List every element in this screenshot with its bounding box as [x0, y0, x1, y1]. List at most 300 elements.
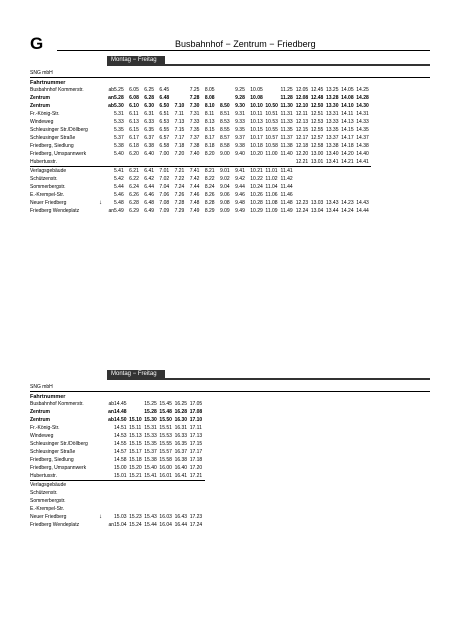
table-row [30, 118, 371, 126]
stop-name: Friedberg Wendeplatz [30, 208, 80, 214]
table-row [30, 513, 205, 521]
departure-time: 7.25 [189, 87, 200, 93]
departure-time: 7.09 [159, 208, 170, 214]
departure-time: 5.48 [114, 200, 124, 206]
departure-time: 14.25 [356, 87, 369, 93]
departure-time: 7.31 [189, 111, 200, 117]
departure-time: 5.38 [114, 143, 124, 149]
departure-time: 14.35 [356, 127, 369, 133]
departure-time: 7.49 [189, 208, 200, 214]
stop-name: Friedberg, Umspannwerk [30, 465, 87, 471]
arrival-departure-marker: an [108, 95, 114, 101]
arrow-down-icon: ↓ [99, 200, 102, 206]
departure-time: 11.01 [265, 168, 278, 174]
departure-time: 9.48 [235, 200, 245, 206]
departure-time: 10.22 [250, 176, 263, 182]
departure-time: 12.21 [296, 158, 311, 167]
departure-time: 7.46 [189, 192, 200, 198]
departure-time: 14.17 [341, 135, 354, 141]
departure-time: 8.17 [204, 135, 215, 141]
stop-name: Zentrum [30, 95, 50, 101]
departure-time: 15.15 [129, 441, 142, 447]
departure-time: 11.09 [265, 208, 278, 214]
departure-time: 6.29 [129, 208, 139, 214]
arrival-departure-marker [104, 134, 114, 142]
departure-time [296, 167, 311, 176]
departure-time [129, 408, 144, 416]
departure-time [175, 158, 190, 167]
departure-time: 9.02 [219, 176, 230, 182]
departure-time: 8.29 [204, 208, 215, 214]
departure-time: 7.06 [159, 192, 170, 198]
departure-time: 10.10 [250, 103, 263, 109]
departure-time: 13.40 [325, 151, 339, 157]
departure-time: 15.37 [144, 449, 157, 455]
departure-time: 10.13 [250, 119, 263, 125]
table-row [30, 400, 205, 408]
departure-time [265, 86, 280, 94]
stop-name: Schleusinger Straße [30, 135, 76, 141]
departure-time: 13.25 [325, 87, 339, 93]
table-row [30, 521, 205, 529]
departure-time: 6.15 [129, 127, 139, 133]
departure-time: 15.01 [114, 472, 129, 481]
departure-time: 6.10 [129, 103, 139, 109]
departure-time [341, 191, 356, 199]
departure-time: 13.00 [310, 151, 324, 157]
departure-time: 17.05 [189, 401, 203, 407]
departure-time: 17.10 [189, 417, 203, 423]
departure-time: 6.58 [159, 143, 170, 149]
departure-time [311, 183, 326, 191]
arrival-departure-marker [104, 142, 114, 150]
section-divider-1 [30, 77, 430, 78]
departure-time: 7.10 [174, 103, 185, 109]
period-bar-1 [107, 64, 430, 66]
departure-time [190, 497, 205, 505]
arrival-departure-marker [104, 158, 114, 167]
table-row [30, 207, 371, 215]
arrival-departure-marker: ab [108, 87, 114, 93]
arrival-departure-marker [104, 183, 114, 191]
departure-time [296, 191, 311, 199]
departure-time: 6.50 [159, 103, 170, 109]
departure-time: 8.53 [219, 119, 230, 125]
departure-time: 8.05 [204, 87, 215, 93]
departure-time: 6.31 [144, 111, 155, 117]
departure-time: 9.44 [235, 184, 245, 190]
departure-time [250, 158, 265, 167]
departure-time: 9.09 [219, 208, 230, 214]
departure-time: 13.35 [325, 127, 339, 133]
departure-time [356, 175, 371, 183]
departure-time [159, 497, 174, 505]
departure-time: 8.57 [219, 135, 230, 141]
departure-time: 8.22 [204, 176, 215, 182]
departure-time: 11.48 [280, 200, 293, 206]
departure-time [190, 505, 205, 513]
departure-time: 6.28 [144, 95, 155, 101]
departure-time [326, 191, 341, 199]
departure-time: 15.28 [144, 409, 157, 415]
departure-time: 12.13 [295, 119, 309, 125]
stop-name: Windeweg [30, 433, 54, 439]
departure-time: 5.41 [114, 168, 124, 174]
departure-time: 9.46 [235, 192, 245, 198]
departure-time: 10.57 [265, 135, 278, 141]
departure-time: 9.49 [235, 208, 245, 214]
departure-time: 6.33 [144, 119, 155, 125]
departure-time: 11.40 [280, 151, 293, 157]
departure-time: 9.01 [219, 168, 230, 174]
departure-time: 15.43 [144, 514, 157, 520]
departure-time: 15.20 [129, 465, 142, 471]
departure-time: 12.58 [310, 143, 324, 149]
departure-time: 12.55 [310, 127, 324, 133]
departure-time: 11.33 [280, 119, 293, 125]
departure-time: 6.57 [159, 135, 170, 141]
departure-time: 7.24 [174, 184, 185, 190]
departure-time: 17.11 [189, 425, 202, 431]
departure-time: 14.20 [341, 151, 354, 157]
departure-time: 16.25 [174, 401, 188, 407]
departure-time: 16.33 [174, 433, 188, 439]
departure-time: 7.01 [159, 168, 170, 174]
line-letter: G [30, 34, 44, 53]
table-row [30, 150, 371, 158]
arrival-departure-marker [104, 191, 114, 199]
departure-time: 7.18 [174, 143, 185, 149]
departure-time: 14.05 [341, 87, 354, 93]
table-row [30, 110, 371, 118]
departure-time: 16.37 [174, 449, 188, 455]
departure-time: 14.37 [356, 135, 369, 141]
departure-time: 6.24 [129, 184, 139, 190]
stop-name: Schützenstr. [30, 490, 58, 496]
stop-name: Verlagsgebäude [30, 168, 67, 174]
departure-time: 13.43 [325, 200, 339, 206]
departure-time: 5.33 [114, 119, 124, 125]
departure-time: 13.37 [325, 135, 339, 141]
stop-name: Verlagsgebäude [30, 482, 67, 488]
departure-time: 12.51 [310, 111, 324, 117]
stop-name: Schützenstr. [30, 176, 58, 182]
arrival-departure-marker [104, 464, 114, 472]
departure-time: 8.26 [204, 192, 215, 198]
arrival-departure-marker [104, 118, 114, 126]
departure-time [341, 175, 356, 183]
arrival-departure-marker [104, 424, 114, 432]
departure-time: 11.30 [280, 103, 293, 109]
departure-time: 6.17 [129, 135, 139, 141]
departure-time: 14.13 [341, 119, 354, 125]
departure-time: 14.57 [114, 449, 127, 455]
departure-time: 11.02 [265, 176, 278, 182]
departure-time: 17.20 [189, 465, 203, 471]
stop-name: Neuer Friedberg ↓ [30, 200, 102, 206]
departure-time: 10.05 [250, 87, 263, 93]
departure-time: 7.04 [159, 184, 170, 190]
arrival-departure-marker: an [108, 522, 114, 528]
arrival-departure-marker: an [108, 208, 114, 214]
stop-name: Sommerbergstr. [30, 184, 66, 190]
departure-time: 10.20 [250, 151, 263, 157]
departure-time: 9.33 [235, 119, 245, 125]
departure-time: 10.50 [265, 103, 278, 109]
departure-time: 12.23 [295, 200, 309, 206]
departure-time: 6.37 [144, 135, 155, 141]
departure-time: 9.06 [219, 192, 230, 198]
departure-time: 5.42 [114, 176, 124, 182]
departure-time: 14.43 [356, 200, 369, 206]
departure-time: 11.37 [280, 135, 293, 141]
departure-time: 7.42 [189, 176, 200, 182]
table-row [30, 456, 205, 464]
departure-time: 17.21 [190, 472, 205, 481]
departure-time: 16.35 [174, 441, 188, 447]
departure-time: 8.21 [204, 168, 215, 174]
period-bar-2 [107, 378, 430, 380]
departure-time: 14.53 [114, 433, 127, 439]
departure-time: 10.58 [265, 143, 278, 149]
departure-time: 6.13 [129, 119, 139, 125]
departure-time: 15.58 [159, 457, 172, 463]
departure-time: 10.55 [265, 127, 278, 133]
departure-time: 7.41 [189, 168, 200, 174]
table-row [30, 86, 371, 94]
departure-time: 7.08 [159, 200, 170, 206]
departure-time [144, 489, 159, 497]
departure-time: 16.40 [174, 465, 188, 471]
arrival-departure-marker [104, 110, 114, 118]
departure-time [220, 94, 235, 102]
table-row [30, 191, 371, 199]
stop-name: Sommerbergstr. [30, 498, 66, 504]
arrival-departure-marker: ab [108, 103, 114, 109]
departure-time [190, 158, 205, 167]
departure-time: 6.38 [144, 143, 155, 149]
stop-name: Hubertusstr. [30, 472, 104, 481]
departure-time: 9.04 [219, 184, 230, 190]
stop-name: Neuer Friedberg ↓ [30, 514, 102, 520]
departure-time: 15.40 [144, 465, 157, 471]
departure-time: 7.30 [189, 103, 200, 109]
departure-time: 12.10 [295, 103, 309, 109]
arrival-departure-marker [104, 456, 114, 464]
departure-time: 5.46 [114, 192, 124, 198]
departure-time: 7.40 [189, 151, 200, 157]
header-divider [57, 50, 430, 51]
departure-time: 15.41 [144, 472, 159, 481]
departure-time: 8.10 [204, 103, 215, 109]
departure-time [311, 175, 326, 183]
departure-time: 7.20 [174, 151, 185, 157]
departure-time [175, 94, 190, 102]
departure-time [220, 86, 235, 94]
departure-time: 15.11 [129, 425, 142, 431]
arrival-departure-marker [104, 167, 114, 176]
departure-time: 9.41 [235, 168, 245, 174]
departure-time [159, 158, 174, 167]
arrival-departure-marker [104, 448, 114, 456]
departure-time: 14.15 [341, 127, 354, 133]
departure-time: 6.45 [159, 87, 170, 93]
departure-time: 10.15 [250, 127, 263, 133]
departure-time: 8.15 [204, 127, 215, 133]
departure-time [129, 505, 144, 513]
departure-time: 6.41 [144, 168, 155, 174]
departure-time: 13.28 [325, 95, 339, 101]
departure-time [129, 489, 144, 497]
departure-time: 13.31 [325, 111, 339, 117]
stop-name: Zentrum [30, 409, 50, 415]
departure-time [114, 158, 129, 167]
departure-time: 11.25 [280, 87, 293, 93]
departure-time [311, 167, 326, 176]
departure-time: 7.48 [189, 200, 200, 206]
route-title: Busbahnhof − Zentrum − Friedberg [175, 39, 316, 49]
departure-time: 10.53 [265, 119, 278, 125]
table-row [30, 464, 205, 472]
departure-time: 6.46 [144, 192, 155, 198]
departure-time: 10.28 [250, 200, 263, 206]
departure-time: 12.24 [295, 208, 309, 214]
departure-time: 7.44 [189, 184, 200, 190]
departure-time: 10.21 [250, 168, 263, 174]
departure-time: 7.17 [174, 135, 185, 141]
arrival-departure-marker [104, 497, 114, 505]
departure-time: 10.17 [250, 135, 263, 141]
operator-label-1: SNG mbH [30, 70, 53, 76]
stop-name: Windeweg [30, 119, 54, 125]
table-row [30, 102, 371, 110]
departure-time: 13.03 [310, 200, 324, 206]
departure-time: 14.08 [341, 95, 354, 101]
departure-time [144, 481, 159, 490]
departure-time [235, 158, 250, 167]
departure-time: 16.30 [174, 417, 188, 423]
departure-time: 8.11 [204, 111, 215, 117]
departure-time: 12.50 [310, 103, 324, 109]
departure-time: 14.21 [341, 158, 356, 167]
departure-time: 10.29 [250, 208, 263, 214]
departure-time [114, 489, 129, 497]
arrival-departure-marker [104, 150, 114, 158]
period-label-1: Montag − Freitag [107, 56, 165, 64]
departure-time [129, 497, 144, 505]
stop-name: Zentrum [30, 417, 50, 423]
departure-time: 17.17 [189, 449, 203, 455]
departure-time: 14.30 [356, 103, 369, 109]
departure-time: 14.41 [356, 158, 371, 167]
departure-time: 5.25 [114, 87, 124, 93]
departure-time: 17.18 [189, 457, 203, 463]
stop-name: Friedberg, Umspannwerk [30, 151, 87, 157]
departure-time: 6.53 [159, 119, 170, 125]
departure-time: 6.42 [144, 176, 155, 182]
table-row [30, 448, 205, 456]
departure-time: 8.55 [219, 127, 230, 133]
departure-time: 5.37 [114, 135, 124, 141]
departure-time: 16.43 [174, 514, 188, 520]
departure-time: 16.41 [175, 472, 190, 481]
departure-time: 6.25 [144, 87, 155, 93]
departure-time: 8.13 [204, 119, 215, 125]
timetable-2 [30, 400, 205, 529]
departure-time [144, 505, 159, 513]
departure-time: 6.08 [129, 95, 139, 101]
departure-time: 14.51 [114, 425, 127, 431]
departure-time [326, 183, 341, 191]
departure-time: 12.57 [310, 135, 324, 141]
departure-time [356, 191, 371, 199]
departure-time: 14.24 [341, 208, 354, 214]
departure-time: 14.11 [341, 111, 354, 117]
departure-time: 9.37 [235, 135, 245, 141]
departure-time: 9.25 [235, 87, 245, 93]
departure-time: 12.53 [310, 119, 324, 125]
fahrtnummer-label-2: Fahrtnummer [30, 394, 66, 400]
departure-time: 7.26 [174, 192, 185, 198]
departure-time: 6.22 [129, 176, 139, 182]
departure-time: 15.51 [159, 425, 172, 431]
departure-time: 11.00 [265, 151, 278, 157]
departure-time: 16.03 [159, 514, 172, 520]
stop-name: Schleusinger Straße [30, 449, 76, 455]
departure-time [205, 158, 220, 167]
departure-time: 13.33 [325, 119, 339, 125]
departure-time: 15.00 [114, 465, 127, 471]
departure-time: 6.05 [129, 87, 139, 93]
departure-time [175, 481, 190, 490]
departure-time: 15.45 [159, 401, 172, 407]
departure-time [341, 167, 356, 176]
departure-time: 14.31 [356, 111, 369, 117]
departure-time: 16.44 [174, 522, 188, 528]
departure-time: 9.08 [219, 200, 230, 206]
departure-time: 15.18 [129, 457, 142, 463]
departure-time: 13.30 [325, 103, 339, 109]
departure-time [175, 489, 190, 497]
departure-time: 6.28 [129, 200, 139, 206]
table-row [30, 167, 371, 176]
departure-time: 15.55 [159, 441, 172, 447]
departure-time: 11.41 [280, 168, 293, 174]
arrival-departure-marker [104, 175, 114, 183]
departure-time: 7.29 [174, 208, 185, 214]
departure-time: 10.11 [250, 111, 263, 117]
departure-time: 13.41 [326, 158, 341, 167]
departure-time: 6.44 [144, 184, 155, 190]
departure-time: 6.48 [144, 200, 155, 206]
stop-name: Friedberg, Siedlung [30, 457, 74, 463]
stop-name: E.-Krempel-Str. [30, 192, 65, 198]
departure-time: 7.35 [189, 127, 200, 133]
departure-time: 11.44 [280, 184, 293, 190]
departure-time [356, 183, 371, 191]
departure-time [190, 481, 205, 490]
table-row [30, 183, 371, 191]
departure-time: 6.18 [129, 143, 139, 149]
departure-time: 5.44 [114, 184, 124, 190]
arrival-departure-marker: ab [108, 417, 114, 423]
departure-time: 5.40 [114, 151, 124, 157]
departure-time [220, 158, 235, 167]
departure-time [114, 481, 129, 490]
departure-time [129, 400, 144, 408]
arrival-departure-marker [104, 481, 114, 490]
table-row [30, 158, 371, 167]
